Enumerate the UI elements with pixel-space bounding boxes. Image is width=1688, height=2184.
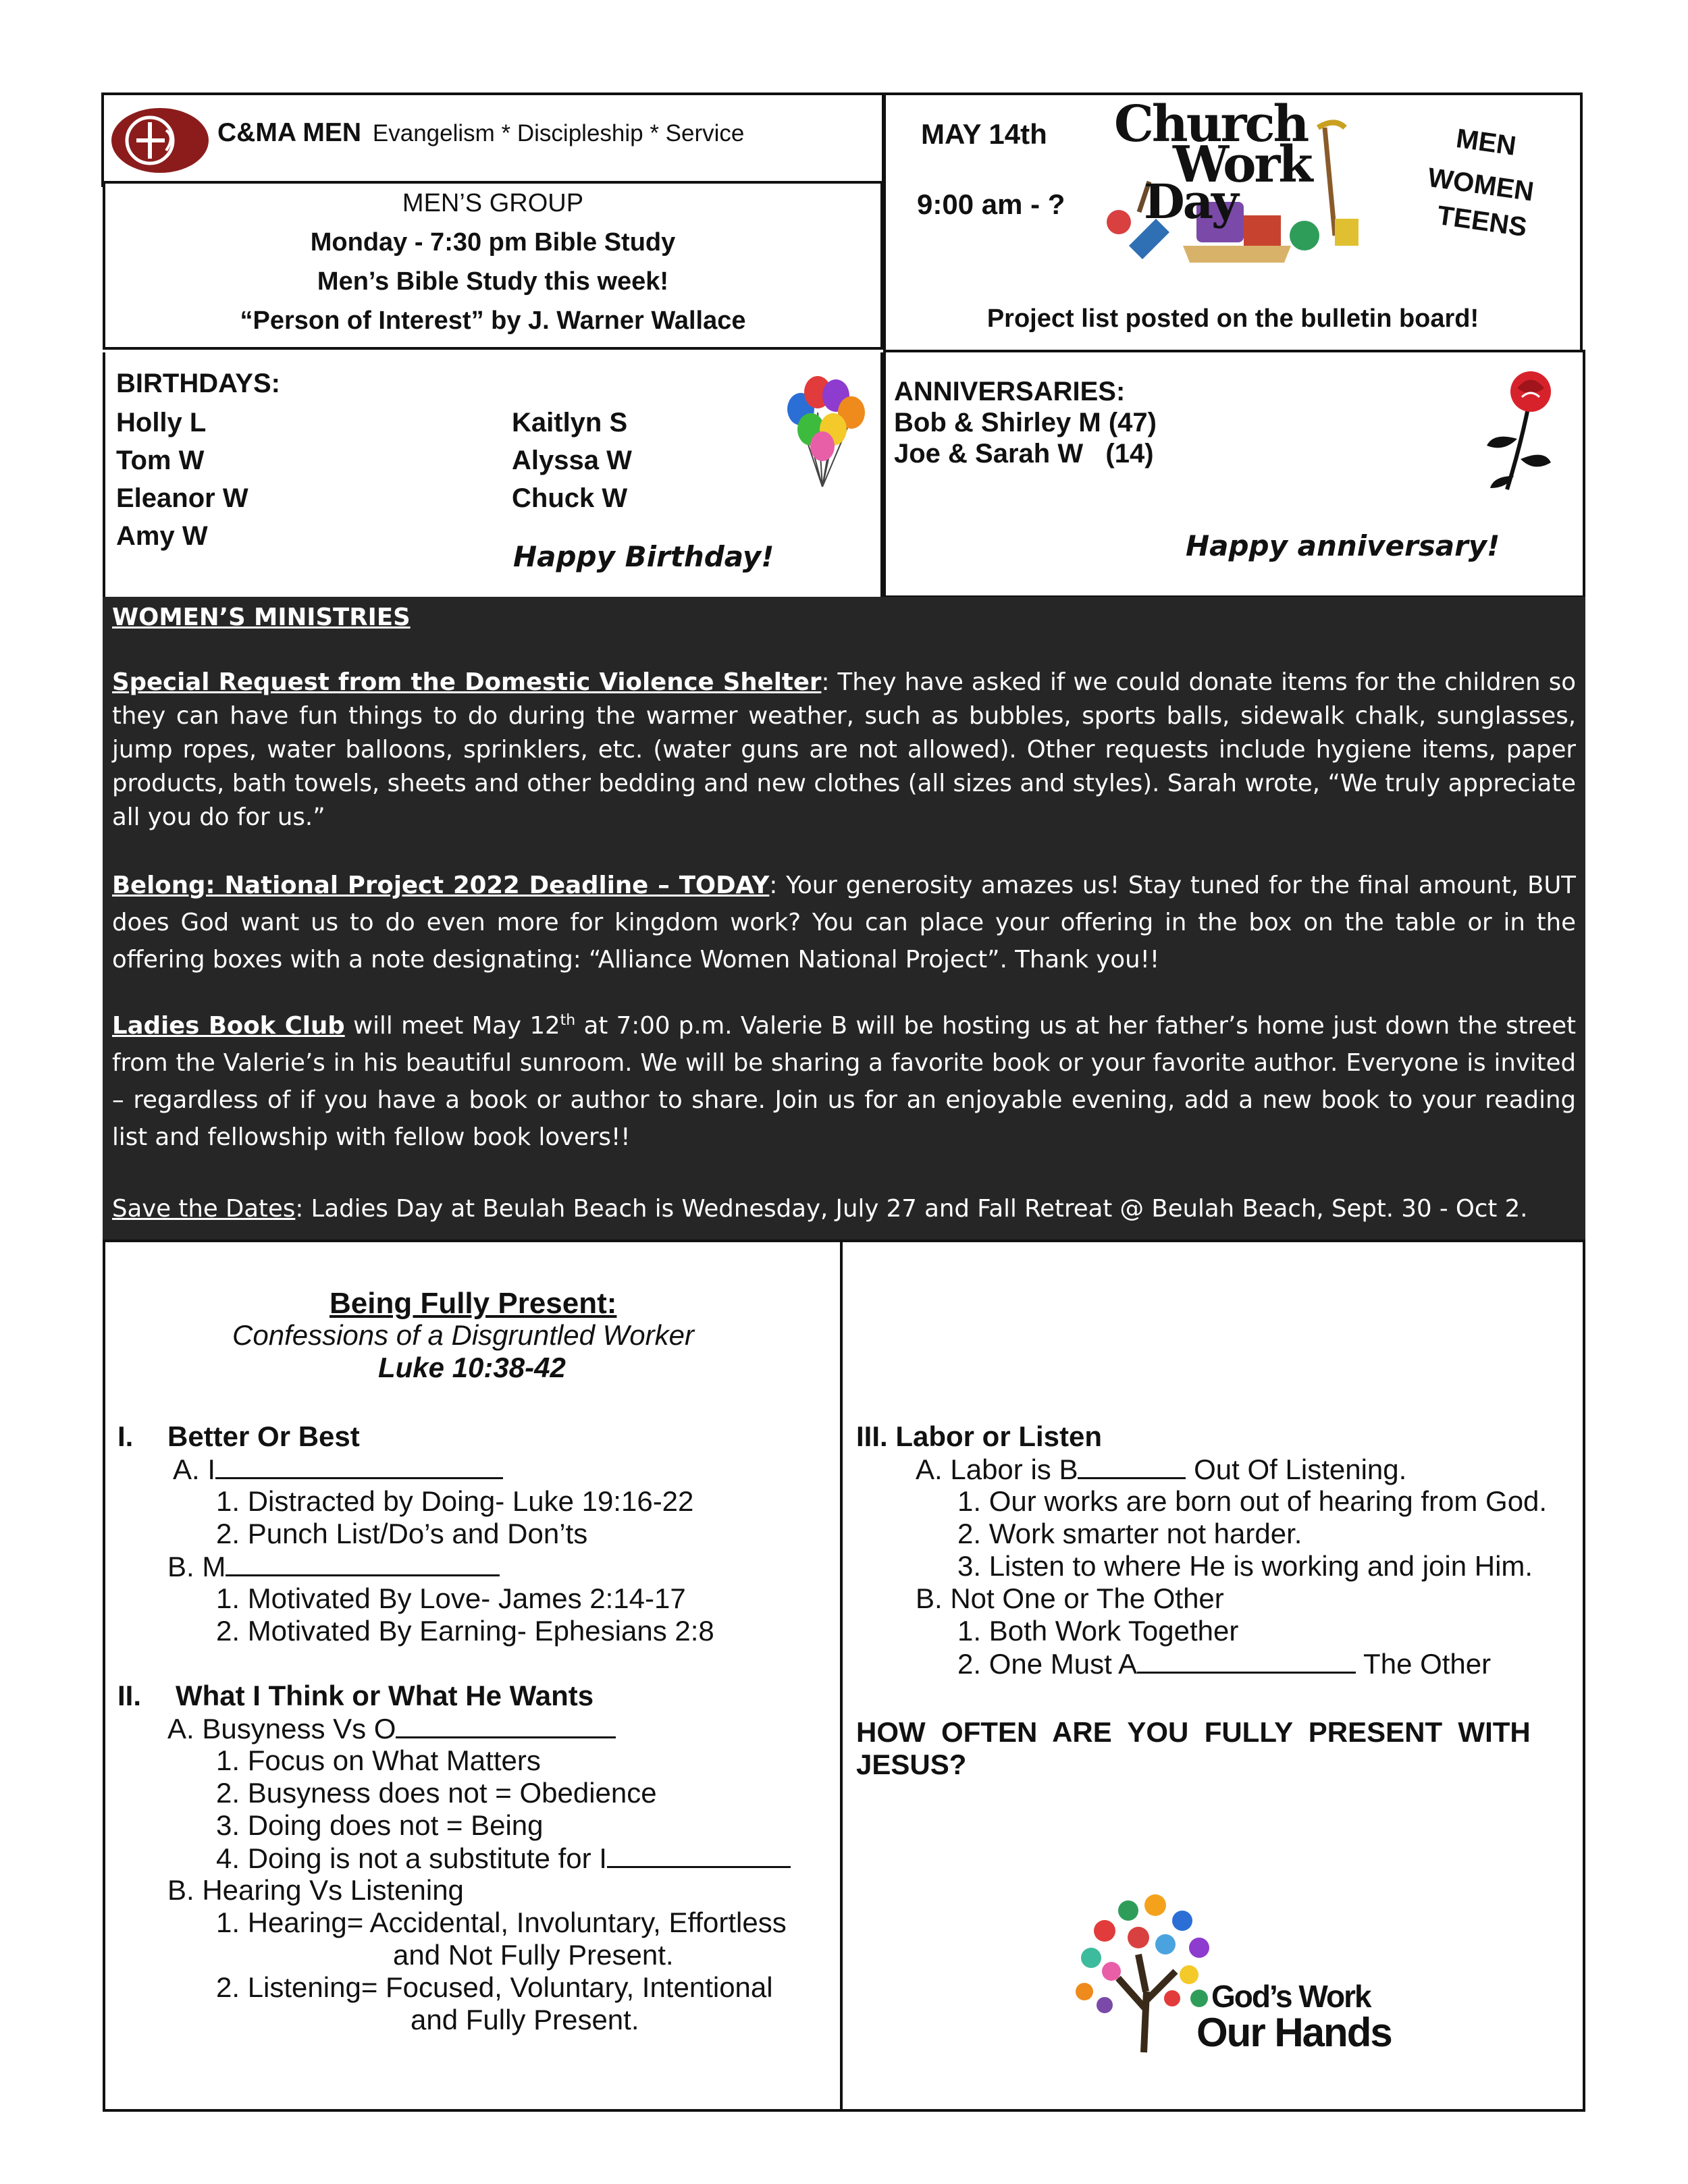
work-day-box <box>883 92 1583 353</box>
mens-group-line: “Person of Interest” by J. Warner Wallace <box>240 307 746 335</box>
art-word-church: Church <box>1114 95 1308 153</box>
section-1-title: Better Or Best <box>167 1420 360 1452</box>
section-2-a3: 3. Doing does not = Being <box>216 1809 544 1841</box>
birthday-name: Tom W <box>116 446 205 475</box>
book-club-paragraph <box>112 1007 1576 1156</box>
mens-group-line: Men’s Bible Study this week! <box>317 267 669 296</box>
shelter-paragraph <box>112 666 1576 834</box>
section-3-a1: 1. Our works are born out of hearing from God. <box>957 1485 1548 1517</box>
section-2-title: What I Think or What He Wants <box>176 1680 594 1711</box>
birthday-name: Kaitlyn S <box>512 408 628 437</box>
cma-men-name: C&MA MEN <box>217 118 362 147</box>
sermon-divider <box>840 1242 843 2109</box>
section-2-point-b: B. Hearing Vs Listening <box>167 1874 464 1906</box>
mens-group-line: Monday - 7:30 pm Bible Study <box>310 228 676 257</box>
birthday-name: Amy W <box>116 521 208 551</box>
sermon-scripture: Luke 10:38-42 <box>378 1352 566 1383</box>
balloons-icon <box>781 362 868 497</box>
womens-ministries-panel <box>103 597 1585 1240</box>
audience-women: WOMEN <box>1425 163 1536 207</box>
section-2-b1-cont: and Not Fully Present. <box>393 1939 674 1971</box>
fill-in-blank[interactable] <box>396 1712 616 1738</box>
section-2-b1: 1. Hearing= Accidental, Involuntary, Effortless <box>216 1907 787 1938</box>
section-2-number: II. <box>117 1680 142 1711</box>
work-day-date: MAY 14th <box>921 118 1047 150</box>
mens-group-title: MEN’S GROUP <box>402 189 584 217</box>
womens-heading-text: WOMEN’S MINISTRIES <box>112 604 411 631</box>
logo-line-our-hands: Our Hands <box>1196 2010 1392 2055</box>
audience-teens: TEENS <box>1435 201 1529 243</box>
section-1-point-b-text: B. M <box>167 1551 226 1582</box>
book-club-sup: th <box>560 1012 576 1030</box>
book-club-body-2: at 7:00 p.m. Valerie B will be hosting us at her father’s home just down the street from the Valerie’s in his beautiful sunroom. We will be sharing a favorite book or your favorite author. Everyone is invited – regardless of if you have a book or author to share. Join us for an enjoyable evening, add a new book to your reading list and fellowship with fellow book lovers!! <box>112 1012 1577 1151</box>
section-1-number: I. <box>117 1420 134 1452</box>
art-word-work: Work <box>1173 136 1311 194</box>
birthday-name: Chuck W <box>512 483 628 513</box>
mens-group-box <box>103 181 883 350</box>
section-1-a1: 1. Distracted by Doing- Luke 19:16-22 <box>216 1485 694 1517</box>
project-list-note: Project list posted on the bulletin board! <box>986 304 1479 333</box>
fill-in-blank[interactable] <box>1078 1453 1186 1479</box>
fill-in-blank[interactable] <box>215 1453 503 1479</box>
section-3-point-a <box>916 1453 1406 1486</box>
fill-in-blank[interactable] <box>226 1550 500 1576</box>
belong-paragraph <box>112 867 1576 978</box>
womens-heading <box>112 601 1576 635</box>
art-word-day: Day <box>1144 174 1237 230</box>
birthday-name: Holly L <box>116 408 207 437</box>
section-3-b2-pre: 2. One Must A <box>957 1648 1138 1680</box>
section-3-a2: 2. Work smarter not harder. <box>957 1518 1302 1549</box>
section-2-a4-text: 4. Doing is not a substitute for I <box>216 1842 607 1874</box>
section-1-b1: 1. Motivated By Love- James 2:14-17 <box>216 1582 686 1614</box>
book-club-heading: Ladies Book Club <box>112 1012 345 1040</box>
church-work-day-art <box>1102 95 1365 269</box>
section-3-point-a-post: Out Of Listening. <box>1186 1454 1407 1485</box>
section-2-a4 <box>216 1842 791 1875</box>
anniversary-item: Joe & Sarah W (14) <box>894 439 1154 469</box>
sermon-box <box>103 1240 1585 2112</box>
birthday-name: Alyssa W <box>512 446 632 475</box>
section-1-a2: 2. Punch List/Do’s and Don’ts <box>216 1518 588 1549</box>
section-3-point-a-pre: A. Labor is B <box>916 1454 1078 1485</box>
birthdays-box <box>103 352 883 598</box>
save-dates-paragraph <box>112 1192 1576 1226</box>
fully-present-question: HOW OFTEN ARE YOU FULLY PRESENT WITH <box>856 1716 1531 1748</box>
gods-work-our-hands-logo <box>1064 1890 1392 2059</box>
shelter-body: : They have asked if we could donate items for the children so they can have fun things to do during the warmer weather, such as bubbles, sports balls, sidewalk chalk, sunglasses, jump ropes, water balloons, sprinklers, etc. (water guns are not allowed). Other requests include hygiene items, paper products, bath towels, sheets and other bedding and new clothes (all sizes and styles). Sarah wrote, “We truly appreciate all you do for us.” <box>112 668 1576 831</box>
section-3-a3: 3. Listen to where He is working and join Him. <box>957 1550 1533 1582</box>
section-2-point-a <box>167 1712 616 1745</box>
section-2-point-a-text: A. Busyness Vs O <box>167 1713 396 1744</box>
anniversary-item: Bob & Shirley M (47) <box>894 408 1157 437</box>
section-1-point-b <box>167 1550 500 1583</box>
happy-birthday: Happy Birthday! <box>513 540 774 573</box>
section-1-point-a-text: A. I <box>173 1454 216 1485</box>
section-2-a2: 2. Busyness does not = Obedience <box>216 1777 657 1809</box>
logo-line-gods-work: God’s Work <box>1211 1979 1371 2014</box>
audience-men: MEN <box>1454 124 1519 161</box>
sermon-title: Being Fully Present: <box>329 1287 617 1320</box>
section-2-b2-cont: and Fully Present. <box>411 2004 639 2035</box>
section-1-b2: 2. Motivated By Earning- Ephesians 2:8 <box>216 1615 714 1647</box>
section-3-b1: 1. Both Work Together <box>957 1615 1239 1647</box>
happy-anniversary: Happy anniversary! <box>1186 529 1500 562</box>
birthday-name: Eleanor W <box>116 483 248 513</box>
sermon-subtitle: Confessions of a Disgruntled Worker <box>232 1319 694 1351</box>
anniversaries-heading: ANNIVERSARIES: <box>894 377 1126 406</box>
work-day-time: 9:00 am - ? <box>917 188 1065 220</box>
section-3-title: III. Labor or Listen <box>856 1420 1103 1452</box>
section-3-b2 <box>957 1647 1491 1680</box>
section-3-point-b: B. Not One or The Other <box>916 1582 1224 1614</box>
book-club-body-1: will meet May 12 <box>344 1012 560 1040</box>
section-1-point-a <box>173 1453 503 1486</box>
cma-logo <box>109 103 211 178</box>
save-dates-body: : Ladies Day at Beulah Beach is Wednesday, July 27 and Fall Retreat @ Beulah Beach, Sept. 30 - Oct 2. <box>295 1195 1528 1223</box>
men-header-line <box>217 118 744 148</box>
fully-present-question-cont: JESUS? <box>856 1749 967 1780</box>
men-header-box <box>101 92 885 187</box>
rose-icon <box>1480 365 1568 493</box>
belong-heading: Belong: National Project 2022 Deadline – TODAY <box>112 872 770 899</box>
fill-in-blank[interactable] <box>1137 1647 1356 1674</box>
section-2-a1: 1. Focus on What Matters <box>216 1744 541 1776</box>
anniversaries-box <box>883 350 1585 598</box>
section-3-b2-post: The Other <box>1356 1648 1492 1680</box>
birthdays-heading: BIRTHDAYS: <box>116 369 280 398</box>
men-tagline: Evangelism * Discipleship * Service <box>372 120 745 147</box>
section-2-b2: 2. Listening= Focused, Voluntary, Intentional <box>216 1971 773 2003</box>
fill-in-blank[interactable] <box>607 1842 791 1868</box>
save-dates-heading: Save the Dates <box>112 1195 296 1223</box>
shelter-heading: Special Request from the Domestic Violence Shelter <box>112 668 822 696</box>
belong-body: : Your generosity amazes us! Stay tuned for the final amount, BUT does God want us to do even more for kingdom work? You can place your offering in the box on the table or in the offering boxes with a note designating: “Alliance Women National Project”. Thank you!! <box>112 872 1576 974</box>
